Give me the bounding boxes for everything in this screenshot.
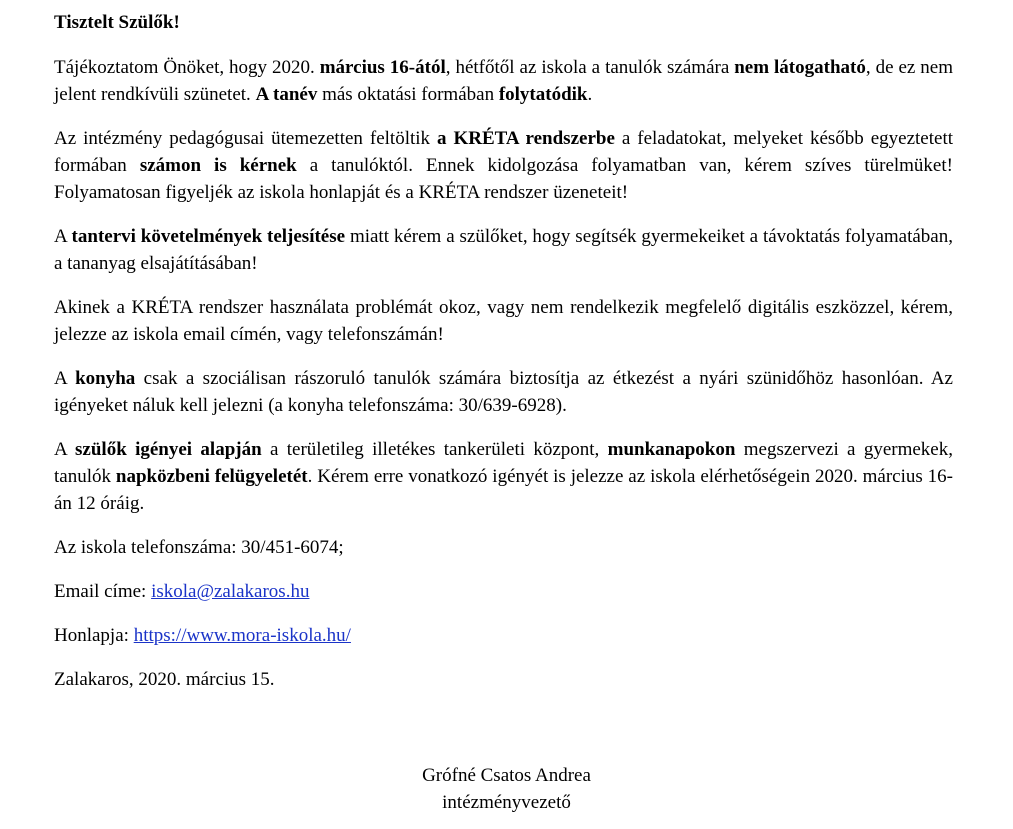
text: , de ez nem jelent rendkívüli szünetet.: [54, 57, 954, 105]
bold-text: nem látogatható: [734, 57, 866, 78]
letter-body: [54, 9, 953, 710]
greeting: Tisztelt Szülők!: [54, 12, 180, 33]
bold-text: konyha: [75, 368, 136, 389]
paragraph-kitchen: [54, 365, 953, 419]
place-date: Zalakaros, 2020. március 15.: [54, 669, 275, 690]
signature-name: Grófné Csatos Andrea: [422, 765, 591, 786]
bold-text: a KRÉTA rendszerbe: [437, 128, 615, 149]
text: . Kérem erre vonatkozó igényét is jelezze az iskola elérhetőségein 2020. március 16-án 12 óráig.: [54, 466, 953, 514]
email-label: Email címe:: [54, 581, 152, 602]
paragraph-curriculum: [54, 223, 953, 277]
bold-text: A tanév: [255, 84, 318, 105]
signature-title: intézményvezető: [442, 792, 571, 813]
bold-text: folytatódik: [498, 84, 588, 105]
text: , hétfőtől az iskola a tanulók számára: [445, 57, 735, 78]
email-line: [54, 578, 953, 605]
text: a feladatokat, melyeket később egyeztetett formában: [54, 128, 954, 176]
website-line: [54, 622, 953, 649]
text: csak a szociálisan rászoruló tanulók számára biztosítja az étkezést a nyári szünidőhöz hasonlóan. Az igényeket náluk kell jelezni (a konyha telefonszáma: 30/639-6928).: [54, 368, 953, 416]
paragraph-kreta: [54, 125, 953, 206]
text: más oktatási formában: [317, 84, 499, 105]
phone-line: Az iskola telefonszáma: 30/451-6074;: [54, 537, 344, 558]
text: miatt kérem a szülőket, hogy segítsék gyermekeiket a távoktatás folyamatában, a tananyag elsajátításában!: [54, 226, 953, 274]
bold-text: szülők igényei alapján: [75, 439, 262, 460]
website-label: Honlapja:: [54, 625, 134, 646]
paragraph-digital-tools: [54, 294, 953, 348]
text: Az intézmény pedagógusai ütemezetten feltöltik: [54, 128, 437, 149]
bold-text: munkanapokon: [607, 439, 736, 460]
bold-text: március 16-ától: [319, 57, 446, 78]
text: A: [54, 439, 76, 460]
website-link[interactable]: https://www.mora-iskola.hu/: [133, 625, 351, 646]
text: Tájékoztatom Önöket, hogy 2020.: [54, 57, 320, 78]
bold-text: számon is kérnek: [139, 155, 297, 176]
text: .: [587, 84, 593, 105]
text: a tanulóktól. Ennek kidolgozása folyamatban van, kérem szíves türelmüket! Folyamatosan figyeljék az iskola honlapját és a KRÉTA rendszer üzeneteit!: [54, 155, 953, 203]
bold-text: napközbeni felügyeletét: [115, 466, 308, 487]
email-link[interactable]: iskola@zalakaros.hu: [151, 581, 310, 602]
text: megszervezi a gyermekek, tanulók: [54, 439, 953, 487]
text: A: [54, 226, 72, 247]
paragraph-school-closure: [54, 54, 953, 108]
paragraph-supervision: [54, 436, 953, 517]
bold-text: tantervi követelmények teljesítése: [71, 226, 346, 247]
text: Akinek a KRÉTA rendszer használata problémát okoz, vagy nem rendelkezik megfelelő digitális eszközzel, kérem, jelezze az iskola email címén, vagy telefonszámán!: [54, 297, 953, 345]
text: A: [54, 368, 76, 389]
text: a területileg illetékes tankerületi központ,: [261, 439, 608, 460]
